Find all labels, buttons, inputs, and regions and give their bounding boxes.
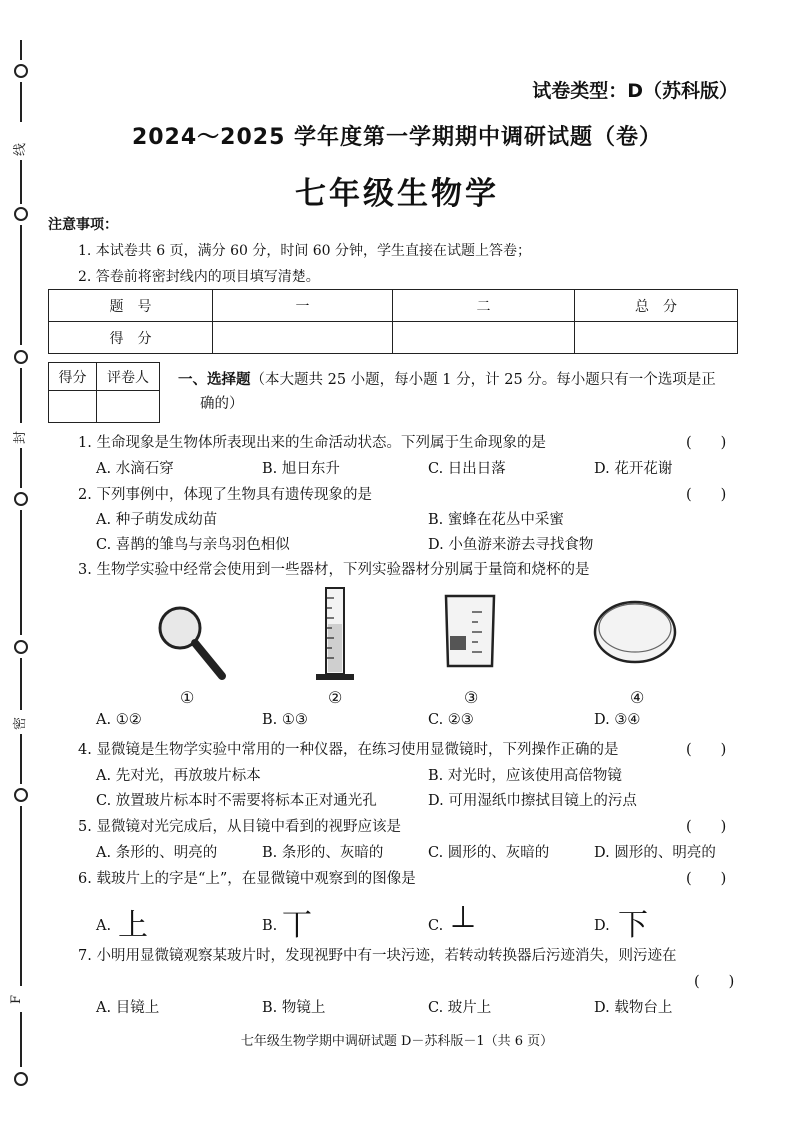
question-1-option-b[interactable]: B. 旭日东升 — [262, 461, 340, 477]
exam-title: 2024～2025 学年度第一学期期中调研试题（卷） — [131, 125, 663, 150]
question-1-answer-blank[interactable]: ( ) — [686, 435, 727, 451]
question-1-stem: 1. 生命现象是生物体所表现出来的生命活动状态。下列属于生命现象的是 — [78, 435, 546, 451]
binding-line — [20, 368, 22, 423]
question-1-option-d[interactable]: D. 花开花谢 — [594, 461, 673, 477]
score-row-label: 得 分 — [49, 322, 213, 354]
question-7-option-a[interactable]: A. 目镜上 — [96, 1000, 160, 1016]
binding-mark-f: F — [9, 994, 25, 1005]
question-7-option-b[interactable]: B. 物镜上 — [262, 1000, 326, 1016]
question-2-stem: 2. 下列事例中，体现了生物具有遗传现象的是 — [78, 487, 372, 503]
question-2-option-d[interactable]: D. 小鱼游来游去寻找食物 — [428, 537, 594, 553]
question-6-option-a-letter[interactable]: A. — [96, 918, 112, 934]
figure-label-1: ① — [180, 688, 195, 707]
section-1-desc-line2: 确的） — [200, 396, 244, 412]
binding-hole — [14, 64, 28, 78]
binding-hole — [14, 350, 28, 364]
question-6-option-b-char[interactable]: 丅 — [282, 908, 312, 943]
notice-heading: 注意事项： — [48, 217, 118, 233]
question-5-answer-blank[interactable]: ( ) — [686, 819, 727, 835]
question-2-option-c[interactable]: C. 喜鹊的雏鸟与亲鸟羽色相似 — [96, 537, 290, 553]
grader-table — [48, 362, 160, 423]
question-3-option-b[interactable]: B. ①③ — [262, 712, 308, 728]
question-1-option-c[interactable]: C. 日出日落 — [428, 461, 506, 477]
question-6-option-d-letter[interactable]: D. — [594, 918, 610, 934]
petri-dish-icon — [590, 598, 680, 668]
page-footer: 七年级生物学期中调研试题 D－苏科版－1（共 6 页） — [240, 1034, 554, 1049]
question-5-option-a[interactable]: A. 条形的、明亮的 — [96, 845, 218, 861]
beaker-icon — [440, 590, 500, 670]
grader-name-cell[interactable] — [97, 391, 160, 423]
question-1-option-a[interactable]: A. 水滴石穿 — [96, 461, 174, 477]
figure-label-2: ② — [328, 688, 343, 707]
question-6-stem: 6. 载玻片上的字是“上”，在显微镜中观察到的图像是 — [78, 871, 416, 887]
binding-hole — [14, 640, 28, 654]
graduated-cylinder-icon — [310, 584, 360, 684]
question-5-option-b[interactable]: B. 条形的、灰暗的 — [262, 845, 384, 861]
section-1-desc-line1: （本大题共 25 小题，每小题 1 分，计 25 分。每小题只有一个选项是正 — [250, 372, 716, 388]
binding-mark-feng: 封 — [13, 430, 29, 445]
question-4-option-c[interactable]: C. 放置玻片标本时不需要将标本正对通光孔 — [96, 793, 377, 809]
score-table — [48, 289, 738, 354]
subject-title: 七年级生物学 — [295, 176, 499, 212]
notice-item: 1. 本试卷共 6 页，满分 60 分，时间 60 分钟，学生直接在试题上答卷； — [78, 243, 532, 259]
binding-hole — [14, 492, 28, 506]
binding-mark-mi: 密 — [13, 716, 29, 731]
binding-hole — [14, 1072, 28, 1086]
binding-line — [20, 82, 22, 122]
question-7-option-d[interactable]: D. 载物台上 — [594, 1000, 673, 1016]
question-6-option-a-char[interactable]: 上 — [118, 908, 148, 943]
binding-line — [20, 806, 22, 986]
section-1-heading: 一、选择题 — [178, 372, 251, 388]
notice-item: 2. 答卷前将密封线内的项目填写清楚。 — [78, 269, 320, 285]
grader-score-cell[interactable] — [49, 391, 97, 423]
question-3-option-c[interactable]: C. ②③ — [428, 712, 474, 728]
question-2-answer-blank[interactable]: ( ) — [686, 487, 727, 503]
question-2-option-a[interactable]: A. 种子萌发成幼苗 — [96, 512, 218, 528]
score-table-score-row — [49, 322, 738, 354]
paper-type-label: 试卷类型：D（苏科版） — [532, 80, 738, 102]
question-7-option-c[interactable]: C. 玻片上 — [428, 1000, 492, 1016]
question-4-stem: 4. 显微镜是生物学实验中常用的一种仪器，在练习使用显微镜时，下列操作正确的是 — [78, 742, 619, 758]
question-5-option-c[interactable]: C. 圆形的、灰暗的 — [428, 845, 550, 861]
notice-section — [48, 212, 531, 290]
question-6-option-b-letter[interactable]: B. — [262, 918, 278, 934]
binding-hole — [14, 788, 28, 802]
grader-score-header: 得分 — [49, 363, 97, 391]
question-4-option-b[interactable]: B. 对光时，应该使用高倍物镜 — [428, 768, 622, 784]
question-6-option-c-letter[interactable]: C. — [428, 918, 444, 934]
magnifier-icon — [150, 598, 240, 688]
score-header-total: 总 分 — [575, 290, 738, 322]
figure-label-3: ③ — [464, 688, 479, 707]
figure-label-4: ④ — [630, 688, 645, 707]
question-6-answer-blank[interactable]: ( ) — [686, 871, 727, 887]
binding-line — [20, 40, 22, 60]
question-6-option-d-char[interactable]: 下 — [618, 908, 648, 943]
binding-line — [20, 510, 22, 635]
question-2-option-b[interactable]: B. 蜜蜂在花丛中采蜜 — [428, 512, 564, 528]
question-7-stem: 7. 小明用显微镜观察某玻片时，发现视野中有一块污迹，若转动转换器后污迹消失，则污迹在 — [78, 948, 677, 964]
question-4-option-d[interactable]: D. 可用湿纸巾擦拭目镜上的污点 — [428, 793, 637, 809]
question-7-answer-blank[interactable]: ( ) — [694, 974, 735, 990]
binding-mark-xian: 线 — [13, 142, 29, 157]
binding-line — [20, 658, 22, 710]
score-cell-part1[interactable] — [213, 322, 393, 354]
question-4-option-a[interactable]: A. 先对光，再放玻片标本 — [96, 768, 261, 784]
score-header-part2: 二 — [393, 290, 575, 322]
score-header-question-no: 题 号 — [49, 290, 213, 322]
question-3-option-d[interactable]: D. ③④ — [594, 712, 641, 728]
question-6-option-c-char[interactable]: ⊥ — [450, 900, 477, 935]
question-5-stem: 5. 显微镜对光完成后，从目镜中看到的视野应该是 — [78, 819, 401, 835]
question-3-option-a[interactable]: A. ①② — [96, 712, 142, 728]
section-1-title — [178, 368, 738, 416]
question-3-stem: 3. 生物学实验中经常会使用到一些器材，下列实验器材分别属于量筒和烧杯的是 — [78, 562, 590, 578]
question-4-answer-blank[interactable]: ( ) — [686, 742, 727, 758]
binding-line — [20, 225, 22, 345]
grader-name-header: 评卷人 — [97, 363, 160, 391]
score-table-header-row — [49, 290, 738, 322]
question-5-option-d[interactable]: D. 圆形的、明亮的 — [594, 845, 716, 861]
binding-line — [20, 734, 22, 784]
binding-line — [20, 448, 22, 488]
score-cell-total[interactable] — [575, 322, 738, 354]
score-cell-part2[interactable] — [393, 322, 575, 354]
score-header-part1: 一 — [213, 290, 393, 322]
